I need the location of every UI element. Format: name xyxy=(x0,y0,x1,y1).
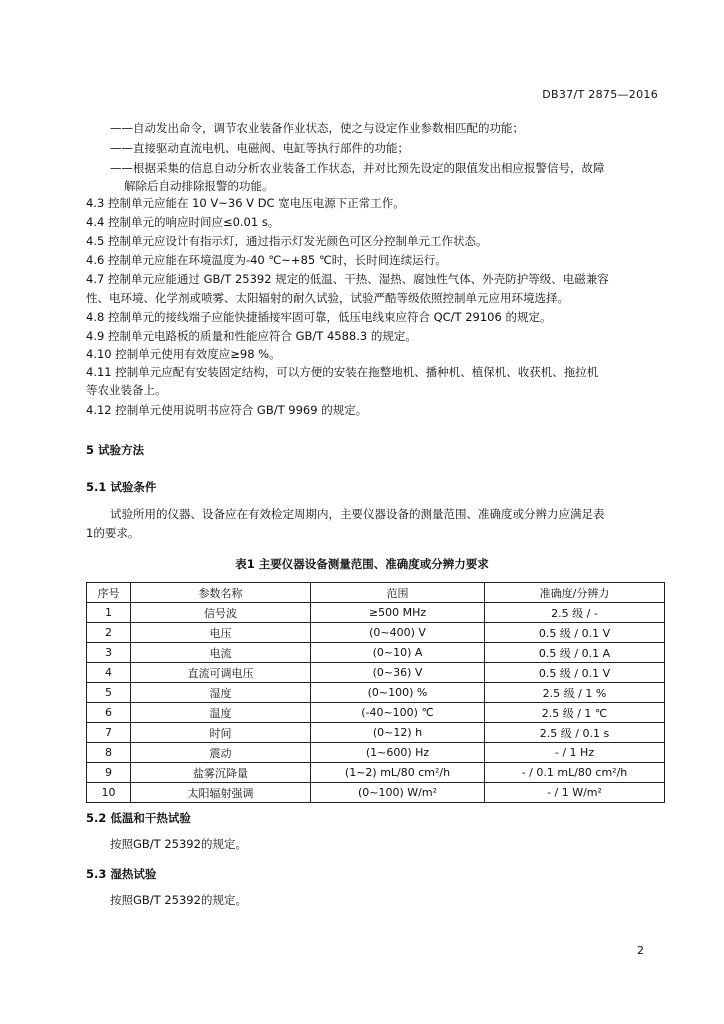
clause-4-10: 4.10 控制单元使用有效度应≥98 %。 xyxy=(86,347,281,361)
section-5-heading: 5 试验方法 xyxy=(86,443,145,457)
cell-range: (1~600) Hz xyxy=(311,743,485,763)
cell-accuracy: 2.5 级 / 1 ℃ xyxy=(485,703,665,723)
cell-index: 5 xyxy=(87,683,131,703)
clause-4-4: 4.4 控制单元的响应时间应≤0.01 s。 xyxy=(86,215,280,229)
cell-parameter: 震动 xyxy=(131,743,311,763)
cell-index: 3 xyxy=(87,643,131,663)
cell-range: (1~2) mL/80 cm²/h xyxy=(311,763,485,783)
cell-index: 6 xyxy=(87,703,131,723)
dash-item: ——直接驱动直流电机、电磁阀、电缸等执行部件的功能； xyxy=(110,141,409,155)
table-header-row xyxy=(87,583,665,603)
cell-parameter: 电压 xyxy=(131,623,311,643)
clause-4-11: 4.11 控制单元应配有安装固定结构，可以方便的安装在拖整地机、播种机、植保机、收获机、拖拉机 xyxy=(86,365,599,379)
cell-parameter: 盐雾沉降量 xyxy=(131,763,311,783)
cell-parameter: 时间 xyxy=(131,723,311,743)
cell-index: 7 xyxy=(87,723,131,743)
cell-accuracy: 2.5 级 / 1 % xyxy=(485,683,665,703)
table-row xyxy=(87,603,665,623)
cell-accuracy: 0.5 级 / 0.1 V xyxy=(485,663,665,683)
table-row xyxy=(87,763,665,783)
section-5-1-text: 试验所用的仪器、设备应在有效检定周期内，主要仪器设备的测量范围、准确度或分辨力应满足表 xyxy=(110,507,605,521)
clause-4-7: 4.7 控制单元应能通过 GB/T 25392 规定的低温、干热、湿热、腐蚀性气体、外壳防护等级、电磁兼容 xyxy=(86,272,609,286)
parameter-table xyxy=(86,582,665,803)
cell-range: (0~12) h xyxy=(311,723,485,743)
cell-accuracy: - / 1 Hz xyxy=(485,743,665,763)
clause-4-12: 4.12 控制单元使用说明书应符合 GB/T 9969 的规定。 xyxy=(86,403,368,417)
cell-index: 9 xyxy=(87,763,131,783)
cell-accuracy: - / 0.1 mL/80 cm²/h xyxy=(485,763,665,783)
cell-range: ≥500 MHz xyxy=(311,603,485,623)
section-5-1-heading: 5.1 试验条件 xyxy=(86,480,157,494)
cell-range: (0~100) % xyxy=(311,683,485,703)
clause-4-9: 4.9 控制单元电路板的质量和性能应符合 GB/T 4588.3 的规定。 xyxy=(86,329,417,343)
clause-4-3: 4.3 控制单元应能在 10 V~36 V DC 宽电压电源下正常工作。 xyxy=(86,196,405,210)
dash-item: ——自动发出命令，调节农业装备作业状态，使之与设定作业参数相匹配的功能； xyxy=(110,121,524,135)
cell-accuracy: 0.5 级 / 0.1 V xyxy=(485,623,665,643)
section-5-3-heading: 5.3 湿热试验 xyxy=(86,867,157,881)
clause-4-5: 4.5 控制单元应设计有指示灯，通过指示灯发光颜色可区分控制单元工作状态。 xyxy=(86,234,488,248)
table-row xyxy=(87,723,665,743)
cell-range: (-40~100) ℃ xyxy=(311,703,485,723)
cell-range: (0~400) V xyxy=(311,623,485,643)
cell-parameter: 湿度 xyxy=(131,683,311,703)
section-5-1-text-continued: 1的要求。 xyxy=(86,526,140,540)
table-row xyxy=(87,663,665,683)
dash-item: ——根据采集的信息自动分析农业装备工作状态，并对比预先设定的限值发出相应报警信号，故障 xyxy=(110,161,605,175)
section-5-2-heading: 5.2 低温和干热试验 xyxy=(86,811,191,825)
cell-index: 10 xyxy=(87,783,131,803)
clause-4-7-continued: 性、电环境、化学剂或喷雾、太阳辐射的耐久试验，试验严酷等级依照控制单元应用环境选择。 xyxy=(86,291,569,305)
cell-index: 1 xyxy=(87,603,131,623)
header-parameter: 参数名称 xyxy=(131,583,311,603)
cell-parameter: 太阳辐射强调 xyxy=(131,783,311,803)
section-5-2-text: 按照GB/T 25392的规定。 xyxy=(110,837,247,851)
cell-parameter: 温度 xyxy=(131,703,311,723)
cell-parameter: 信号波 xyxy=(131,603,311,623)
table-title: 表1 主要仪器设备测量范围、准确度或分辨力要求 xyxy=(235,557,489,571)
cell-index: 2 xyxy=(87,623,131,643)
table-row xyxy=(87,643,665,663)
dash-item-continued: 解除后自动排除报警的功能。 xyxy=(124,179,274,193)
section-5-3-text: 按照GB/T 25392的规定。 xyxy=(110,893,247,907)
table-row xyxy=(87,783,665,803)
clause-4-11-continued: 等农业装备上。 xyxy=(86,383,167,397)
table-row xyxy=(87,703,665,723)
header-range: 范围 xyxy=(311,583,485,603)
cell-range: (0~36) V xyxy=(311,663,485,683)
cell-index: 4 xyxy=(87,663,131,683)
table-row xyxy=(87,623,665,643)
cell-accuracy: 0.5 级 / 0.1 A xyxy=(485,643,665,663)
cell-accuracy: - / 1 W/m² xyxy=(485,783,665,803)
table-row xyxy=(87,743,665,763)
clause-4-8: 4.8 控制单元的接线端子应能快捷插接牢固可靠，低压电线束应符合 QC/T 29106 的规定。 xyxy=(86,310,552,324)
header-index: 序号 xyxy=(87,583,131,603)
header-accuracy: 准确度/分辨力 xyxy=(485,583,665,603)
cell-range: (0~10) A xyxy=(311,643,485,663)
page-number: 2 xyxy=(637,944,644,957)
cell-range: (0~100) W/m² xyxy=(311,783,485,803)
clause-4-6: 4.6 控制单元应能在环境温度为-40 ℃~+85 ℃时，长时间连续运行。 xyxy=(86,253,447,267)
table-row xyxy=(87,683,665,703)
document-code: DB37/T 2875—2016 xyxy=(542,88,658,101)
cell-accuracy: 2.5 级 / 0.1 s xyxy=(485,723,665,743)
cell-index: 8 xyxy=(87,743,131,763)
cell-parameter: 电流 xyxy=(131,643,311,663)
cell-accuracy: 2.5 级 / - xyxy=(485,603,665,623)
cell-parameter: 直流可调电压 xyxy=(131,663,311,683)
